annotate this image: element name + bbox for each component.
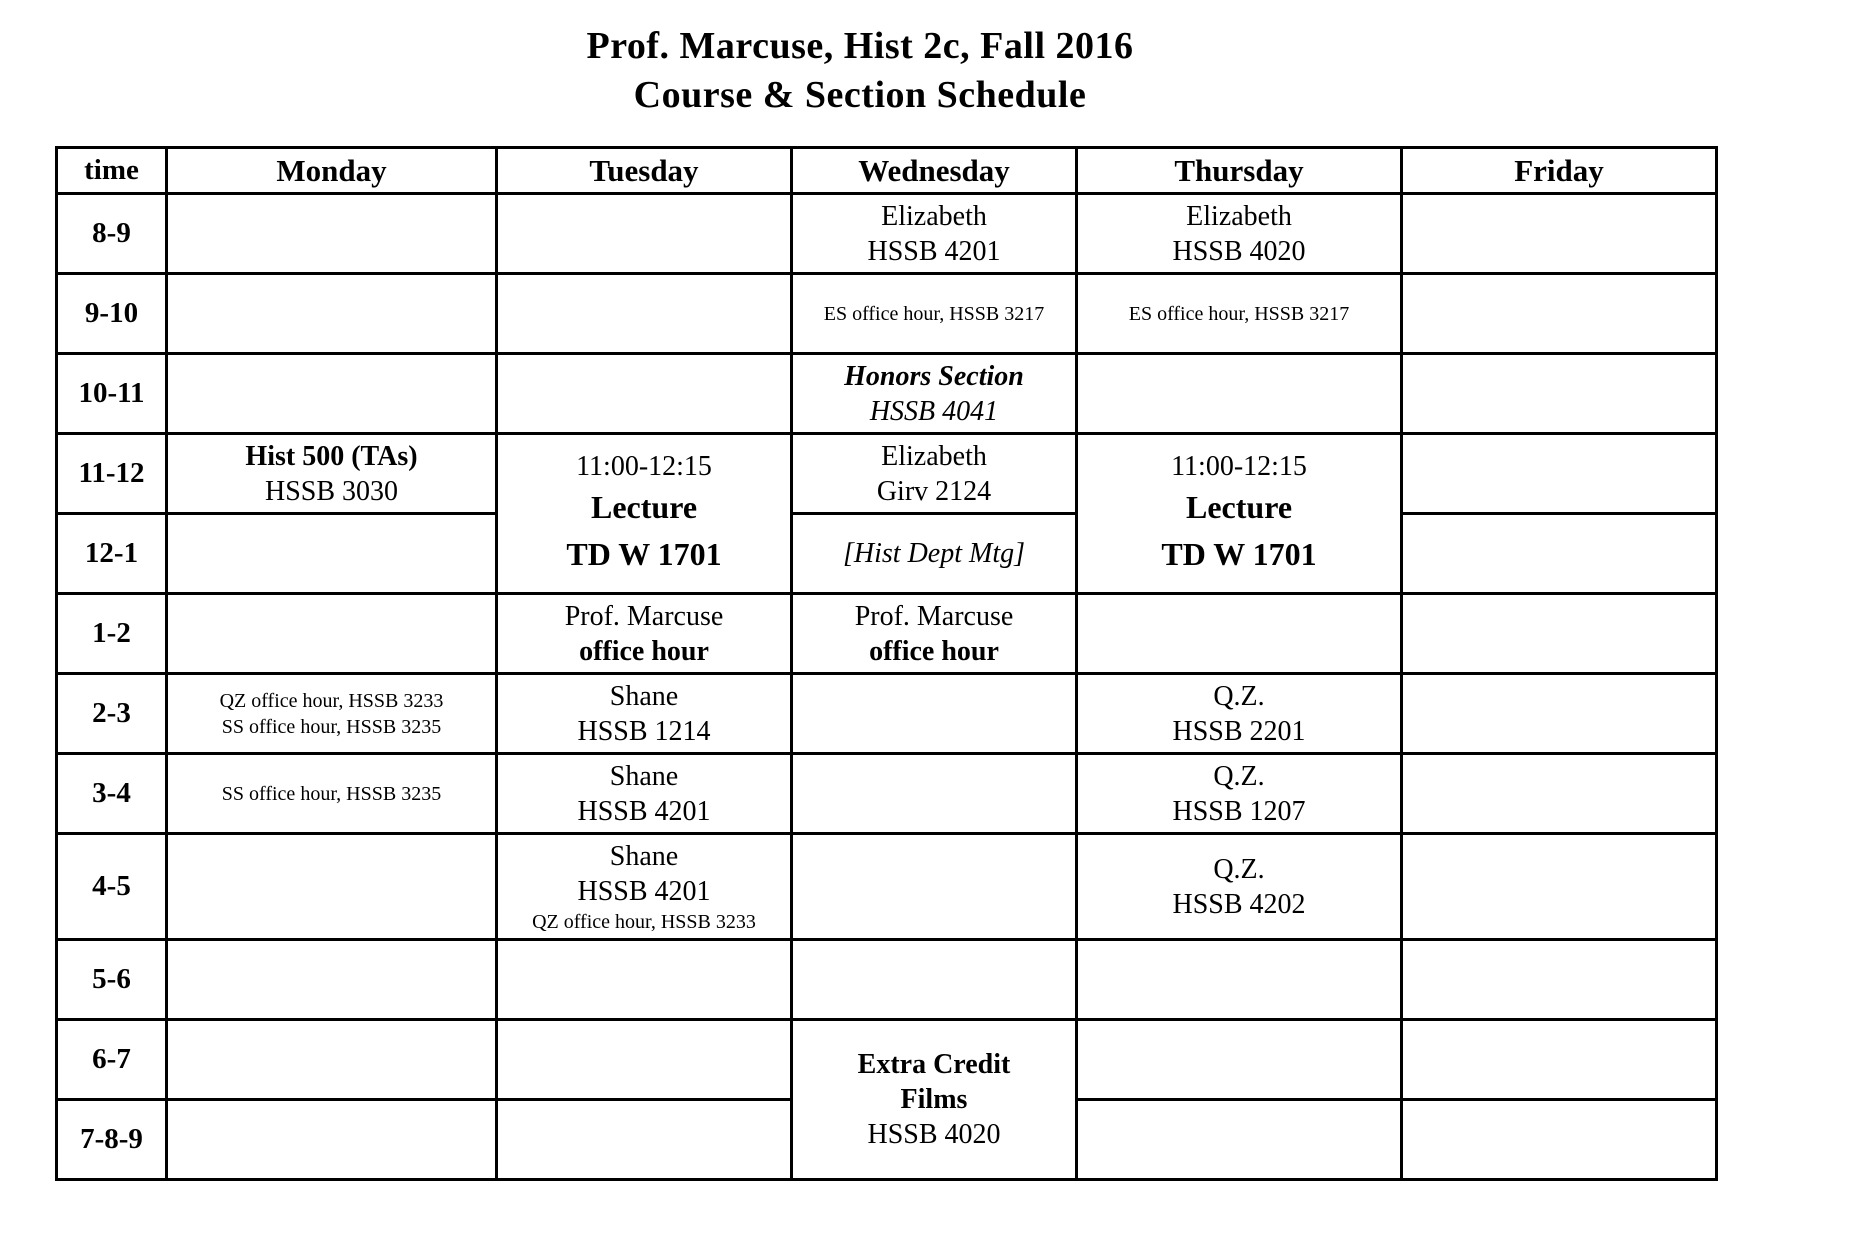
cell-friday-1-2 [1402,594,1717,674]
cell-thursday-10-11 [1077,354,1402,434]
cell-line: Elizabeth [881,440,987,472]
cell-thursday-6-7 [1077,1020,1402,1100]
cell-line: HSSB 4020 [867,1119,1001,1150]
cell-tuesday-9-10 [497,274,792,354]
cell-friday-10-11 [1402,354,1717,434]
cell-line: Prof. Marcuse [854,600,1014,632]
cell-line: Lecture [1185,489,1293,525]
cell-thursday-8-9 [1077,194,1402,274]
cell-thursday-9-10 [1077,274,1402,354]
cell-wednesday-2-3 [792,674,1077,754]
cell-friday-7-8-9 [1402,1100,1717,1180]
cell-line: HSSB 3030 [264,475,399,507]
schedule-row-1-2 [57,594,1717,674]
cell-line: HSSB 4201 [577,795,711,827]
cell-thursday-1-2 [1077,594,1402,674]
cell-line: QZ office hour, HSSB 3233 [219,689,444,712]
cell-line: SS office hour, HSSB 3235 [221,782,442,805]
time-label-2-3: 2-3 [57,674,167,754]
cell-line: TD W 1701 [566,536,722,572]
cell-friday-12-1 [1402,514,1717,594]
cell-wednesday-1-2 [792,594,1077,674]
cell-monday-5-6 [167,940,497,1020]
column-header-monday: Monday [167,148,497,194]
cell-line: HSSB 1214 [577,715,711,747]
cell-monday-10-11 [167,354,497,434]
cell-tuesday-11-12 [497,434,792,594]
cell-line: office hour [579,635,709,667]
column-header-time: time [57,148,167,194]
cell-line: HSSB 4201 [867,235,1001,267]
time-label-9-10: 9-10 [57,274,167,354]
cell-tuesday-1-2 [497,594,792,674]
cell-tuesday-2-3 [497,674,792,754]
cell-line: 11:00-12:15 [1171,451,1307,482]
cell-friday-9-10 [1402,274,1717,354]
schedule-table [55,146,1718,1181]
cell-tuesday-4-5 [497,834,792,940]
column-header-wednesday: Wednesday [792,148,1077,194]
cell-line: Honors Section [844,360,1024,392]
page-title-line2: Course & Section Schedule [633,74,1087,116]
cell-wednesday-4-5 [792,834,1077,940]
cell-friday-5-6 [1402,940,1717,1020]
cell-line: SS office hour, HSSB 3235 [221,715,442,738]
cell-tuesday-8-9 [497,194,792,274]
cell-line: QZ office hour, HSSB 3233 [532,910,756,933]
time-label-7-8-9: 7-8-9 [57,1100,167,1180]
cell-line: HSSB 4202 [1172,888,1306,920]
cell-line: ES office hour, HSSB 3217 [823,302,1045,325]
time-label-5-6: 5-6 [57,940,167,1020]
time-label-10-11: 10-11 [57,354,167,434]
cell-monday-11-12 [167,434,497,514]
cell-line: HSSB 4041 [869,395,999,427]
cell-monday-1-2 [167,594,497,674]
cell-line: Films [900,1084,968,1115]
schedule-row-8-9 [57,194,1717,274]
schedule-body [57,194,1717,1180]
cell-friday-8-9 [1402,194,1717,274]
time-label-4-5: 4-5 [57,834,167,940]
cell-line: Hist 500 (TAs) [245,440,418,472]
cell-line: Girv 2124 [876,475,992,507]
time-label-3-4: 3-4 [57,754,167,834]
schedule-row-9-10 [57,274,1717,354]
cell-line: TD W 1701 [1161,536,1317,572]
cell-line: 11:00-12:15 [576,451,712,482]
schedule-row-4-5 [57,834,1717,940]
cell-line: [Hist Dept Mtg] [843,538,1025,569]
cell-tuesday-6-7 [497,1020,792,1100]
cell-monday-6-7 [167,1020,497,1100]
cell-friday-11-12 [1402,434,1717,514]
schedule-row-3-4 [57,754,1717,834]
time-label-8-9: 8-9 [57,194,167,274]
cell-thursday-3-4 [1077,754,1402,834]
cell-wednesday-11-12 [792,434,1077,514]
cell-friday-6-7 [1402,1020,1717,1100]
cell-wednesday-8-9 [792,194,1077,274]
cell-line: Shane [609,840,679,872]
cell-line: Q.Z. [1213,853,1265,885]
cell-wednesday-9-10 [792,274,1077,354]
cell-wednesday-10-11 [792,354,1077,434]
schedule-row-2-3 [57,674,1717,754]
cell-thursday-2-3 [1077,674,1402,754]
header-row [57,148,1717,194]
cell-wednesday-6-7 [792,1020,1077,1180]
cell-wednesday-12-1 [792,514,1077,594]
cell-thursday-5-6 [1077,940,1402,1020]
cell-line: Q.Z. [1213,760,1265,792]
cell-line: Q.Z. [1213,680,1265,712]
schedule-row-12-1 [57,514,1717,594]
cell-tuesday-10-11 [497,354,792,434]
cell-line: Shane [609,760,679,792]
cell-line: HSSB 4020 [1172,235,1306,267]
cell-tuesday-7-8-9 [497,1100,792,1180]
schedule-row-11-12 [57,434,1717,514]
cell-line: ES office hour, HSSB 3217 [1128,302,1350,325]
cell-thursday-7-8-9 [1077,1100,1402,1180]
cell-thursday-4-5 [1077,834,1402,940]
column-header-friday: Friday [1402,148,1717,194]
cell-friday-4-5 [1402,834,1717,940]
page-title-line1: Prof. Marcuse, Hist 2c, Fall 2016 [586,25,1134,67]
cell-line: Lecture [590,489,698,525]
time-label-1-2: 1-2 [57,594,167,674]
cell-line: Elizabeth [1186,200,1292,232]
cell-line: Extra Credit [857,1049,1011,1080]
cell-monday-12-1 [167,514,497,594]
time-label-12-1: 12-1 [57,514,167,594]
cell-thursday-11-12 [1077,434,1402,594]
cell-line: Shane [609,680,679,712]
schedule-row-5-6 [57,940,1717,1020]
column-header-tuesday: Tuesday [497,148,792,194]
page-title [30,0,1690,120]
schedule-row-6-7 [57,1020,1717,1100]
cell-friday-3-4 [1402,754,1717,834]
cell-wednesday-3-4 [792,754,1077,834]
cell-monday-9-10 [167,274,497,354]
time-label-6-7: 6-7 [57,1020,167,1100]
cell-monday-3-4 [167,754,497,834]
cell-line: HSSB 4201 [577,875,711,907]
cell-monday-4-5 [167,834,497,940]
schedule-row-10-11 [57,354,1717,434]
cell-line: HSSB 1207 [1172,795,1306,827]
cell-line: office hour [869,635,999,667]
cell-tuesday-5-6 [497,940,792,1020]
cell-monday-7-8-9 [167,1100,497,1180]
cell-wednesday-5-6 [792,940,1077,1020]
cell-tuesday-3-4 [497,754,792,834]
cell-line: Elizabeth [881,200,987,232]
time-label-11-12: 11-12 [57,434,167,514]
column-header-thursday: Thursday [1077,148,1402,194]
cell-monday-8-9 [167,194,497,274]
cell-line: Prof. Marcuse [564,600,724,632]
cell-friday-2-3 [1402,674,1717,754]
cell-monday-2-3 [167,674,497,754]
cell-line: HSSB 2201 [1172,715,1306,747]
